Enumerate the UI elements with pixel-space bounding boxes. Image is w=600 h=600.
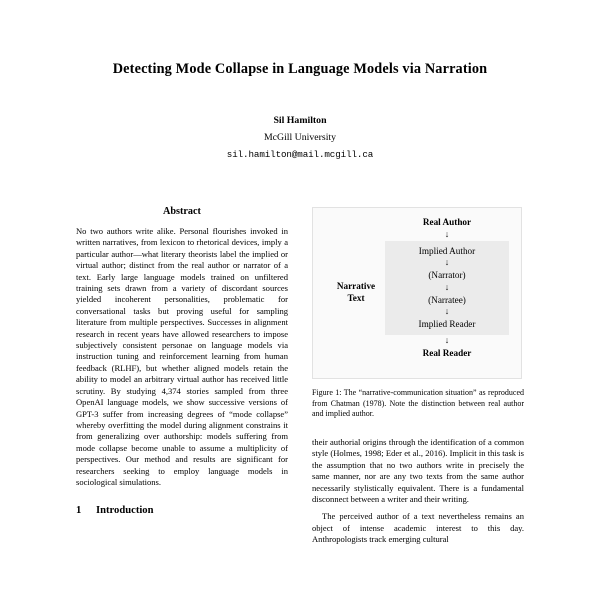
figure-side-label-line2: Text bbox=[347, 293, 365, 303]
chain-node-implied-author: Implied Author bbox=[418, 245, 476, 256]
left-column bbox=[76, 206, 288, 546]
section-title: Introduction bbox=[96, 505, 154, 517]
figure-caption: Figure 1: The “narrative-communication situation” as reproduced from Chatman (1978). Note the distinction between real author and implied author. bbox=[312, 388, 524, 419]
two-column-body bbox=[76, 206, 524, 546]
section-heading-introduction bbox=[76, 505, 288, 516]
abstract-heading: Abstract bbox=[163, 206, 201, 217]
right-column-body bbox=[312, 437, 524, 546]
author-email[interactable]: sil.hamilton@mail.mcgill.ca bbox=[226, 148, 374, 160]
down-arrow-icon: ↓ bbox=[444, 257, 450, 268]
down-arrow-icon: ↓ bbox=[444, 228, 450, 239]
figure-side-label bbox=[325, 281, 387, 305]
chain-node-narrator: (Narrator) bbox=[428, 270, 466, 281]
right-column bbox=[312, 206, 524, 546]
author-affiliation: McGill University bbox=[263, 132, 337, 144]
page-title: Detecting Mode Collapse in Language Models via Narration bbox=[112, 61, 488, 77]
abstract-text: No two authors write alike. Personal flourishes invoked in written narratives, from lexicon to rhetorical devices, imply a particular author—what literary theorists label the implied or virtual author; distinct from the real author or narrator of a text. Early large language models trained on unfiltered training sets drawn from a variety of discordant sources yielded incoherent personalities, problematic for conversational tasks but proving useful for sampling literature from multiple perspectives. Successes in alignment research in recent years have allowed researchers to impose subjectively consistent personae on language models via instruction tuning and reinforcement learning from human feedback (RLHF), but whether aligned models retain the ability to model an arbitrary virtual author has received little scrutiny. By studying 4,374 stories sampled from three OpenAI language models, we show successive versions of GPT-3 suffer from increasing degrees of “mode collapse” whereby overfitting the model during alignment constrains it from generalizing over authorship: models suffering from mode collapse become unable to assume a multiplicity of perspectives. Our method and results are significant for researchers seeking to employ language models in sociological simulations. bbox=[76, 226, 288, 487]
chain-node-real-reader: Real Reader bbox=[422, 347, 472, 358]
figure-chain bbox=[385, 216, 509, 359]
author-block bbox=[76, 114, 524, 161]
figure-side-label-line1: Narrative bbox=[336, 281, 376, 292]
chain-node-implied-reader: Implied Reader bbox=[418, 319, 476, 330]
down-arrow-icon: ↓ bbox=[444, 306, 450, 317]
figure-1 bbox=[312, 207, 522, 379]
body-paragraph-1: their authorial origins through the identification of a common style (Holmes, 1998; Eder et al., 2016). Implicit in this task is the assumption that no two authors write in precisely the same manner, nor are any two texts from the same author necessarily stylistically equivalent. There is a fundamental disconnect between a writer and their writing. bbox=[312, 436, 524, 504]
body-paragraph-2: The perceived author of a text nevertheless remains an object of intense academic interest to this day. Anthropologists track emerging cultural bbox=[312, 511, 524, 545]
chain-node-real-author: Real Author bbox=[422, 217, 472, 227]
section-number: 1 bbox=[76, 505, 82, 517]
down-arrow-icon: ↓ bbox=[444, 334, 450, 345]
down-arrow-icon: ↓ bbox=[444, 281, 450, 292]
chain-node-narratee: (Narratee) bbox=[428, 294, 466, 305]
author-name: Sil Hamilton bbox=[273, 115, 327, 127]
figure-narrative-text-band bbox=[385, 241, 509, 335]
